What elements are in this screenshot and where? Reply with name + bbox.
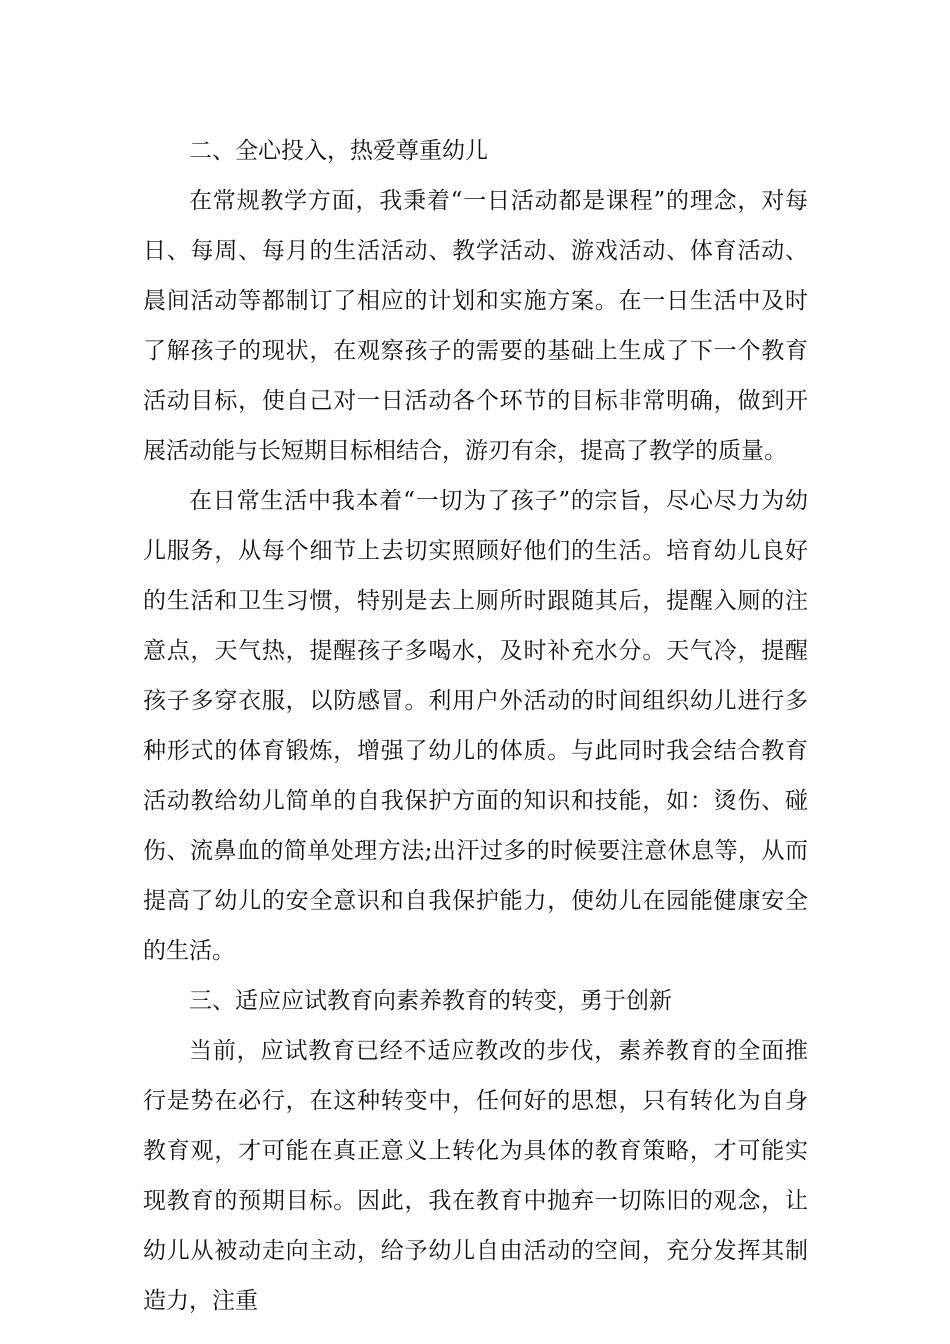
paragraph: 在日常生活中我本着“一切为了孩子”的宗旨，尽心尽力为幼儿服务，从每个细节上去切实照顾好他们的生活。培育幼儿良好的生活和卫生习惯，特别是去上厕所时跟随其后，提醒入厕的注意点，天气热，提醒孩子多喝水，及时补充水分。天气冷，提醒孩子多穿衣服，以防感冒。利用户外活动的时间组织幼儿进行多种形式的体育锻炼，增强了幼儿的体质。与此同时我会结合教育活动教给幼儿简单的自我保护方面的知识和技能，如：烫伤、碰伤、流鼻血的简单处理方法;出汗过多的时候要注意休息等，从而提高了幼儿的安全意识和自我保护能力，使幼儿在园能健康安全的生活。	[143, 488, 808, 964]
section-heading: 三、适应应试教育向素养教育的转变，勇于创新	[189, 988, 672, 1014]
section-heading: 二、全心投入，热爱尊重幼儿	[189, 138, 488, 164]
paragraph: 在常规教学方面，我秉着“一日活动都是课程”的理念，对每日、每周、每月的生活活动、教学活动、游戏活动、体育活动、晨间活动等都制订了相应的计划和实施方案。在一日生活中及时了解孩子的现状，在观察孩子的需要的基础上生成了下一个教育活动目标，使自己对一日活动各个环节的目标非常明确，做到开展活动能与长短期目标相结合，游刃有余，提高了教学的质量。	[143, 188, 808, 464]
paragraph: 当前，应试教育已经不适应教改的步伐，素养教育的全面推行是势在必行，在这种转变中，任何好的思想，只有转化为自身教育观，才可能在真正意义上转化为具体的教育策略，才可能实现教育的预期目标。因此，我在教育中抛弃一切陈旧的观念，让幼儿从被动走向主动，给予幼儿自由活动的空间，充分发挥其制造力，注重	[143, 1038, 808, 1314]
document-body	[143, 126, 808, 1326]
